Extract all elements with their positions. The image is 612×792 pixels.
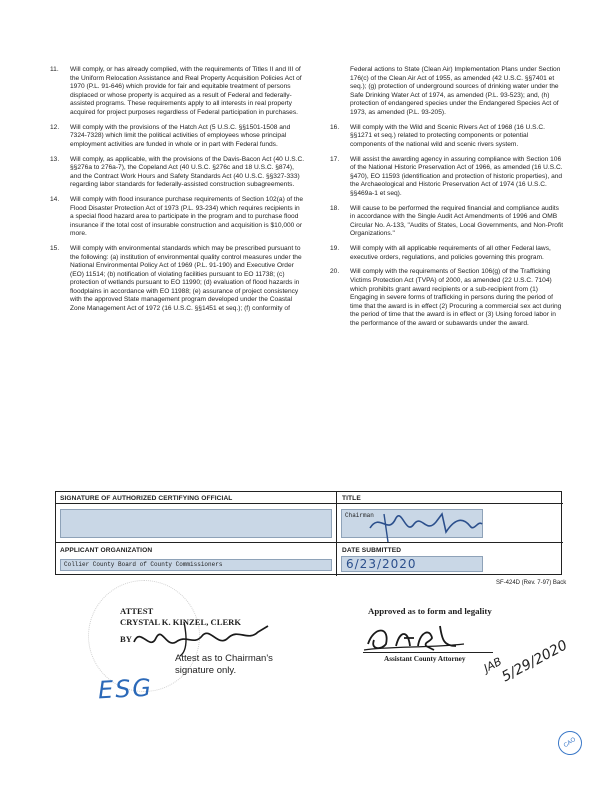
approval-heading: Approved as to form and legality — [368, 606, 492, 616]
attest-by: BY — [120, 634, 132, 644]
item-text: Will cause to be performed the required financial and compliance audits in accordance with the Single Audit Act Amendments of 1996 and OMB Circular No. A-133, "Audits of States, Local Governments, and Non-Profit Organizations." — [350, 204, 564, 238]
assurance-item — [50, 124, 305, 150]
date-value: 6/23/2020 — [346, 557, 417, 571]
attorney-signature-line — [363, 652, 493, 653]
approval-initials: JAB — [481, 654, 504, 675]
cao-stamp-text: CAO — [562, 736, 578, 750]
title-value: Chairman — [345, 512, 374, 519]
organization-value: Collier County Board of County Commissioners — [64, 561, 223, 568]
chairman-signature-icon — [366, 506, 486, 546]
clerk-name: CRYSTAL K. KINZEL, CLERK — [120, 617, 242, 627]
title-label: TITLE — [342, 495, 361, 502]
assurance-item — [50, 156, 305, 190]
item-text: Will comply with the Wild and Scenic Rivers Act of 1968 (16 U.S.C. §§1271 et seq.) related to protecting components or potential components of the national wild and scenic rivers system. — [350, 123, 545, 148]
attest-note-line2: signature only. — [175, 665, 237, 676]
item-text: Will comply with the provisions of the Hatch Act (5 U.S.C. §§1501-1508 and 7324-7328) which limit the political activities of employees whose principal employment activities are funded in whole or in part with Federal funds. — [70, 123, 291, 148]
item-number: 18. — [330, 204, 340, 212]
assurance-item — [50, 196, 305, 239]
attest-heading: ATTEST — [120, 606, 154, 616]
item-number: 11. — [50, 66, 59, 73]
signature-field[interactable] — [60, 509, 332, 538]
esg-mark: ESG — [97, 673, 154, 705]
item-number: 15. — [50, 245, 60, 253]
item-text: Will comply with environmental standards which may be prescribed pursuant to the following: (a) institution of environmental quality control measures under the National Environmental Policy Act of 1969 (P.L. 91-190) and Executive Order (EO) 11514; (b) notification of violating facilities pursuant to EO 11738; (c) protection of wetlands pursuant to EO 11990; (d) evaluation of flood hazards in floodplains in accordance with EO 11988; (e) assurance of project consistency with the approved State management program developed under the Coastal Zone Management Act of 1972 (16 U.S.C. §§1451 et seq.); (f) conformity of — [70, 245, 302, 312]
item-number: 20. — [330, 268, 340, 276]
org-label: APPLICANT ORGANIZATION — [60, 547, 153, 554]
item-number: 17. — [330, 155, 340, 163]
form-rule-mid — [56, 542, 563, 543]
right-column — [330, 66, 565, 335]
item-number: 12. — [50, 123, 60, 131]
item-number: 19. — [330, 245, 340, 253]
signature-label: SIGNATURE OF AUTHORIZED CERTIFYING OFFICIAL — [60, 495, 233, 502]
assurance-item — [330, 245, 565, 262]
item-text: Will comply with the requirements of Section 106(g) of the Trafficking Victims Protection Act (TVPA) of 2000, as amended (22 U.S.C. 7104) which prohibits grant award recipients or a sub-recipient from (1) Engaging in severe forms of trafficking in persons during the period of time that the award is in effect (2) Procuring a commercial sex act during the period of time that the award is in effect or (3) Using forced labor in the performance of the award or subawards under the award. — [350, 268, 562, 327]
date-label: DATE SUBMITTED — [342, 547, 402, 554]
item-text: Will comply, or has already complied, with the requirements of Titles II and III of the Uniform Relocation Assistance and Real Property Acquisition Policies Act of 1970 (P.L. 91-646) which provide for fair and equitable treatment of persons displaced or whose property is acquired as a result of Federal and federally-assisted programs. These requirements apply to all interests in real property acquired for project purposes regardless of Federal participation in purchases. — [70, 66, 302, 116]
item-text: Will comply with all applicable requirements of all other Federal laws, executive orders, regulations, and policies governing this program. — [350, 245, 551, 261]
left-column — [50, 66, 305, 320]
form-id: SF-424D (Rev. 7-97) Back — [496, 580, 567, 586]
item-text: Will comply with flood insurance purchase requirements of Section 102(a) of the Flood Disaster Protection Act of 1973 (P.L. 93-234) which requires recipients in a special flood hazard area to participate in the program and to purchase flood insurance if the total cost of insurable construction and acquisition is $10,000 or more. — [70, 196, 304, 238]
signature-form — [55, 491, 562, 575]
cao-stamp-icon — [553, 726, 586, 759]
approval-handwriting — [478, 623, 571, 692]
approval-date: 5/29/2020 — [499, 637, 571, 686]
assurance-item — [330, 268, 565, 328]
item-text: Will comply, as applicable, with the provisions of the Davis-Bacon Act (40 U.S.C. §§276a to 276a-7), the Copeland Act (40 U.S.C. §276c and 18 U.S.C. §874), and the Contract Work Hours and Safety Standards Act (40 U.S.C. §§327-333) regarding labor standards for federally-assisted construction subagreements. — [70, 155, 305, 189]
form-divider — [336, 492, 337, 576]
item-text: Will assist the awarding agency in assuring compliance with Section 106 of the National Historic Preservation Act of 1966, as amended (16 U.S.C. §470), EO 11593 (identification and protection of historic properties), and the Archaeological and Historic Preservation Act of 1974 (16 U.S.C. §§469a-1 et seq). — [350, 155, 563, 197]
assurance-item — [330, 156, 565, 199]
attest-note-line1: Attest as to Chairman's — [175, 653, 273, 664]
attest-note — [175, 653, 273, 677]
item-number: 14. — [50, 196, 60, 203]
assurance-item — [50, 245, 305, 313]
assurance-item — [330, 205, 565, 239]
organization-field[interactable] — [60, 559, 332, 571]
attorney-signature-icon — [360, 616, 470, 654]
item-15-continued: Federal actions to State (Clean Air) Implementation Plans under Section 176(c) of the Clean Air Act of 1955, as amended (42 U.S.C. §§7401 et seq.); (g) protection of underground sources of drinking water under the Safe Drinking Water Act of 1974, as amended (P.L. 93-523); and, (h) protection of endangered species under the Endangered Species Act of 1973, as amended (P.L. 93-205). — [350, 66, 561, 116]
assurance-item — [330, 124, 565, 150]
date-field[interactable] — [341, 556, 483, 572]
form-rule — [56, 503, 563, 504]
item-number: 13. — [50, 155, 60, 163]
item-number: 16. — [330, 123, 340, 131]
attorney-title: Assistant County Attorney — [384, 655, 466, 663]
assurance-item — [50, 66, 305, 117]
